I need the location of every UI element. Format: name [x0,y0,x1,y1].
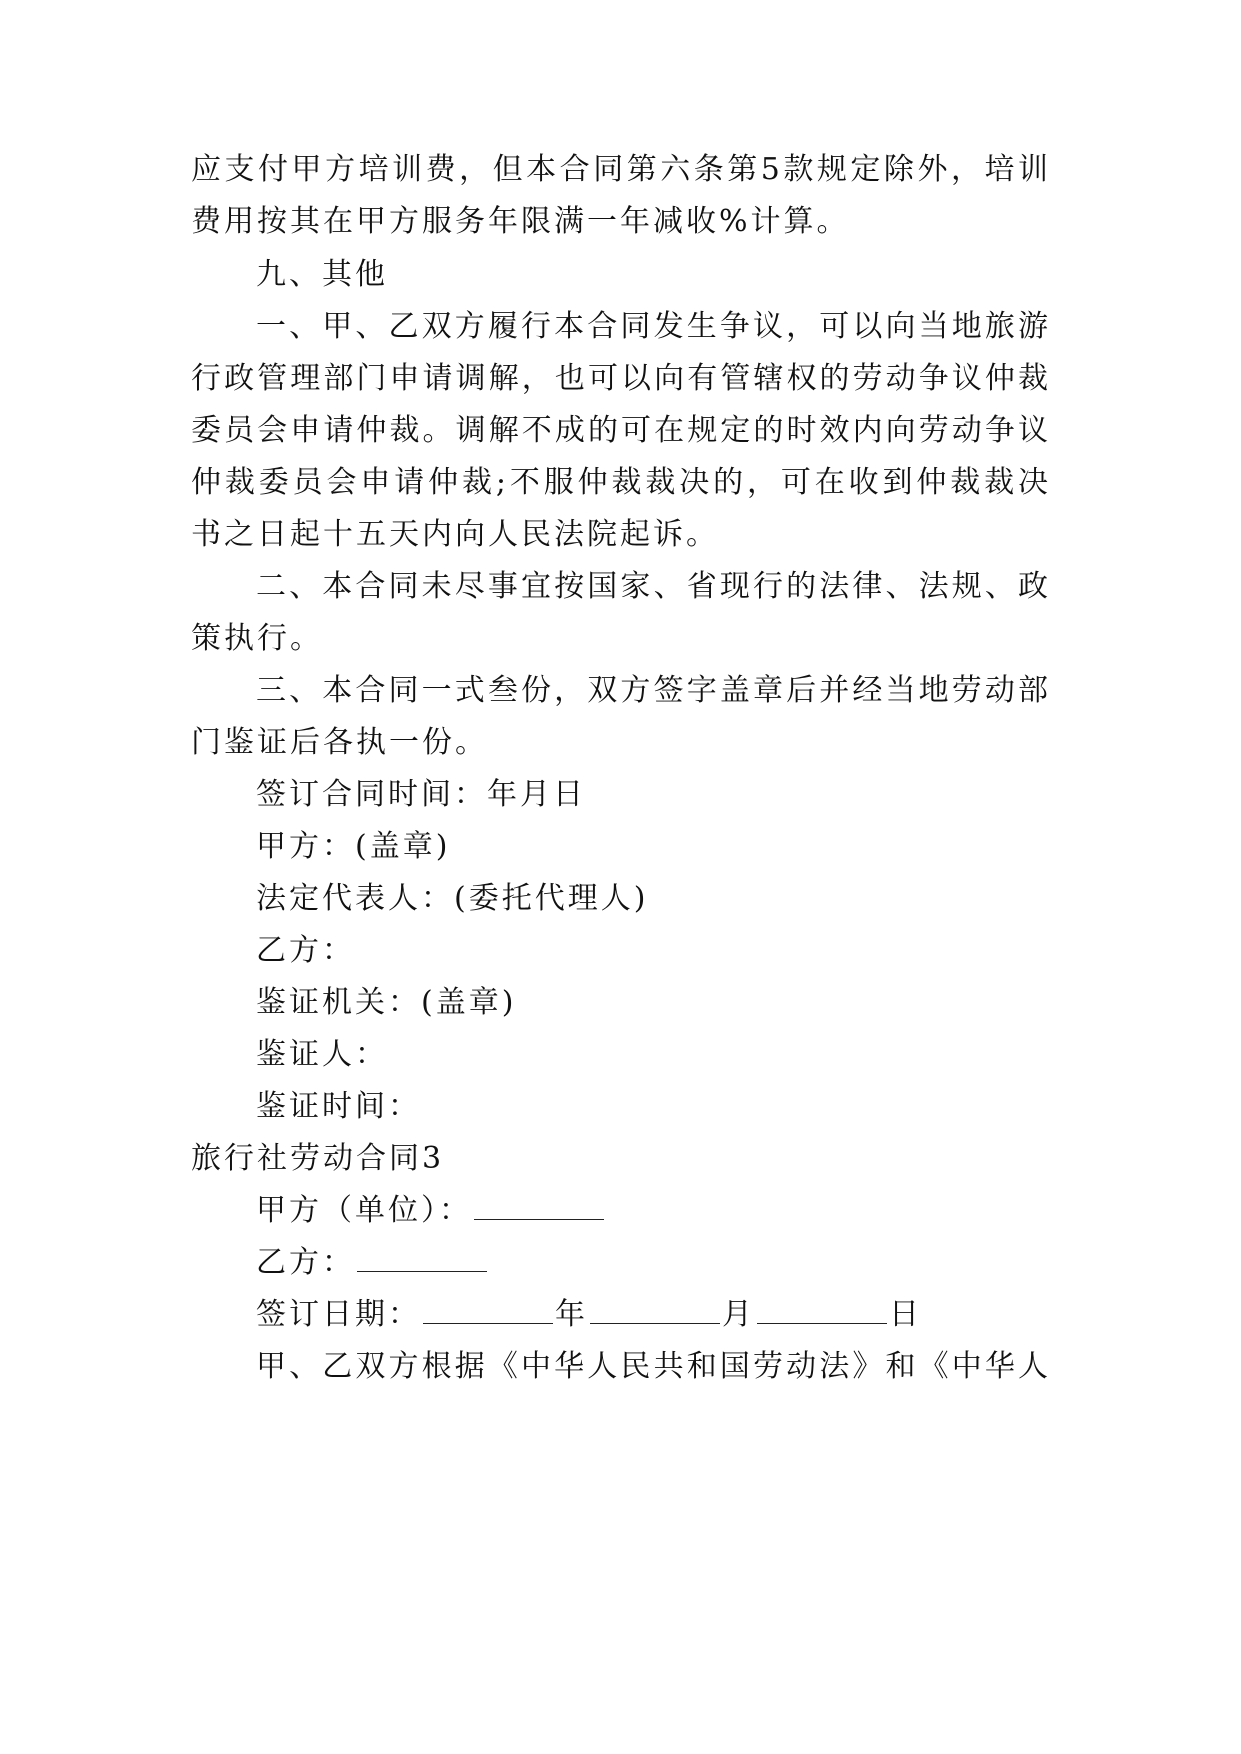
month-label: 月 [722,1297,755,1332]
party-a-seal-line: 甲方：(盖章) [256,829,451,864]
paragraph-line: 仲裁委员会申请仲裁;不服仲裁裁决的，可在收到仲裁裁决 [191,465,1051,500]
paragraph-line: 行政管理部门申请调解，也可以向有管辖权的劳动争议仲裁 [191,361,1051,396]
sign-date-label: 签订日期： [256,1297,421,1332]
year-label: 年 [555,1297,588,1332]
party-b-line: 乙方： [256,933,355,968]
contract-title: 旅行社劳动合同3 [191,1141,445,1176]
month-blank [590,1295,720,1324]
party-b-name-label: 乙方： [256,1245,355,1280]
party-a-unit-label: 甲方（单位）： [256,1193,472,1228]
paragraph-line: 二、本合同未尽事宜按国家、省现行的法律、法规、政 [256,569,1051,604]
year-blank [423,1295,553,1324]
paragraph-line: 应支付甲方培训费，但本合同第六条第5款规定除外，培训 [191,152,1051,187]
day-blank [757,1295,887,1324]
paragraph-line: 费用按其在甲方服务年限满一年减收%计算。 [191,204,850,239]
paragraph-line: 书之日起十五天内向人民法院起诉。 [191,517,719,552]
authenticator-line: 鉴证人： [256,1037,388,1072]
paragraph-line: 甲、乙双方根据《中华人民共和国劳动法》和《中华人 [256,1349,1051,1384]
paragraph-line: 策执行。 [191,621,323,656]
party-a-blank [474,1191,604,1220]
paragraph-line: 委员会申请仲裁。调解不成的可在规定的时效内向劳动争议 [191,413,1051,448]
party-b-name-line [256,1243,1056,1283]
authentication-time-line: 鉴证时间： [256,1089,421,1124]
paragraph-line: 一、甲、乙双方履行本合同发生争议，可以向当地旅游 [256,309,1051,344]
party-a-unit-line [256,1191,1056,1231]
day-label: 日 [889,1297,922,1332]
paragraph-line: 门鉴证后各执一份。 [191,725,488,760]
sign-time-line: 签订合同时间：年月日 [256,777,586,812]
section-heading: 九、其他 [256,257,388,292]
party-b-blank [357,1243,487,1272]
sign-date-line [256,1295,1056,1335]
legal-representative-line: 法定代表人：(委托代理人) [256,881,649,916]
paragraph-line: 三、本合同一式叁份，双方签字盖章后并经当地劳动部 [256,673,1051,708]
authentication-authority-line: 鉴证机关：(盖章) [256,985,517,1020]
